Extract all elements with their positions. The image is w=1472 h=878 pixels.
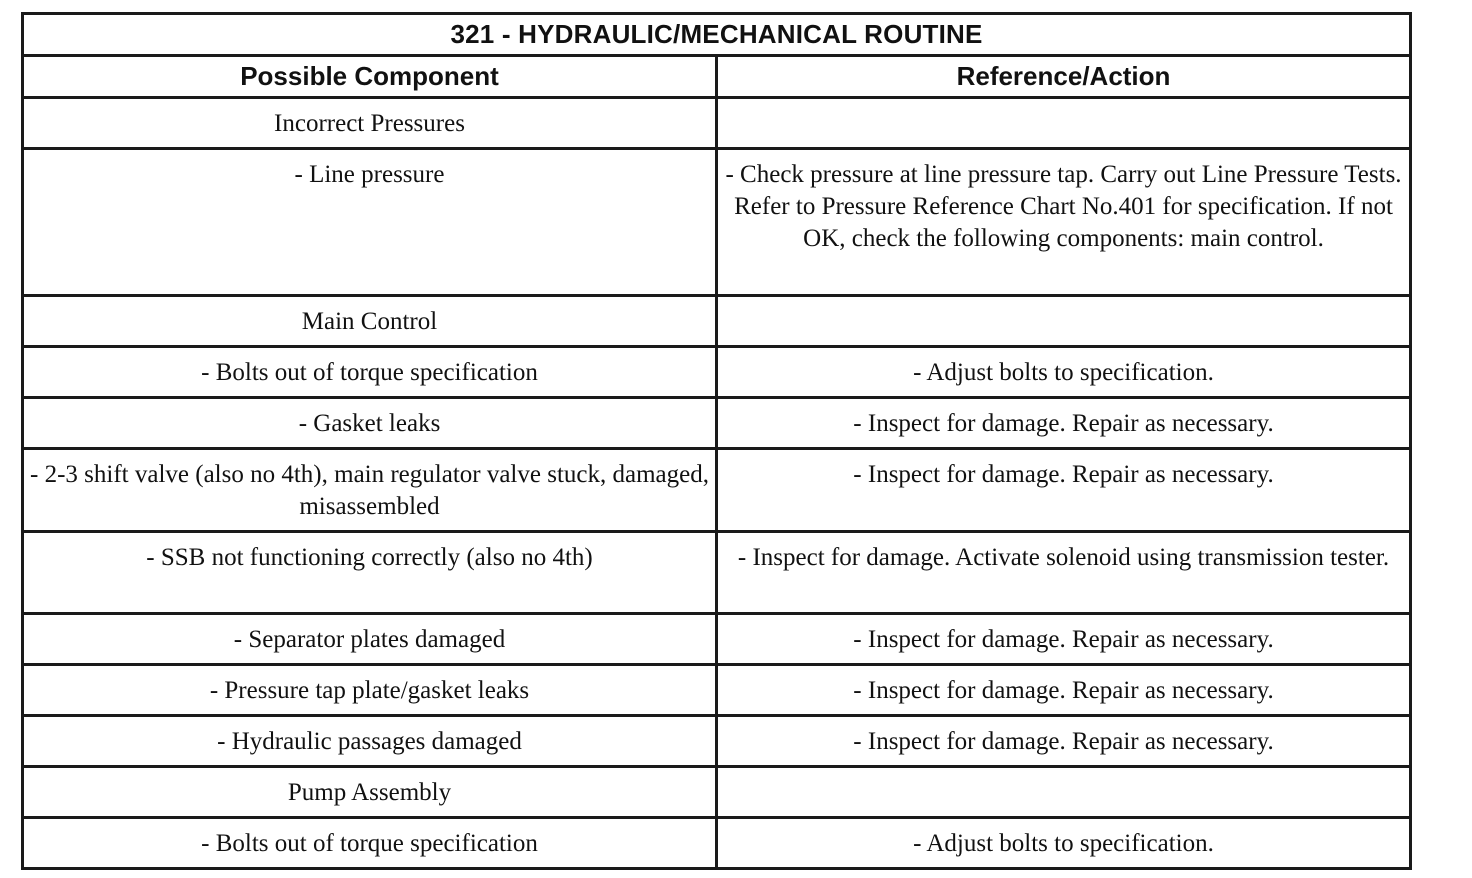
component-cell: - Bolts out of torque specification bbox=[23, 347, 717, 398]
action-cell: - Check pressure at line pressure tap. Carry out Line Pressure Tests. Refer to Pressure Reference Chart No.401 for specification. If not OK, check the following components: main control. bbox=[717, 149, 1411, 296]
component-cell: - Gasket leaks bbox=[23, 398, 717, 449]
component-cell: - 2-3 shift valve (also no 4th), main regulator valve stuck, damaged, misassembled bbox=[23, 449, 717, 532]
table-row bbox=[23, 149, 1411, 296]
action-cell: - Inspect for damage. Repair as necessary. bbox=[717, 449, 1411, 532]
action-cell: - Inspect for damage. Repair as necessary. bbox=[717, 665, 1411, 716]
title-row bbox=[23, 14, 1411, 56]
table-row bbox=[23, 398, 1411, 449]
component-cell: - SSB not functioning correctly (also no 4th) bbox=[23, 532, 717, 614]
table-row bbox=[23, 449, 1411, 532]
component-cell: - Hydraulic passages damaged bbox=[23, 716, 717, 767]
action-cell bbox=[717, 296, 1411, 347]
table-row bbox=[23, 296, 1411, 347]
table-row bbox=[23, 818, 1411, 869]
component-cell: Main Control bbox=[23, 296, 717, 347]
table-row bbox=[23, 532, 1411, 614]
action-cell bbox=[717, 98, 1411, 149]
table-row bbox=[23, 665, 1411, 716]
column-header-component: Possible Component bbox=[23, 56, 717, 98]
action-cell bbox=[717, 767, 1411, 818]
component-cell: Incorrect Pressures bbox=[23, 98, 717, 149]
action-cell: - Adjust bolts to specification. bbox=[717, 818, 1411, 869]
action-cell: - Adjust bolts to specification. bbox=[717, 347, 1411, 398]
component-cell: - Pressure tap plate/gasket leaks bbox=[23, 665, 717, 716]
header-row bbox=[23, 56, 1411, 98]
action-cell: - Inspect for damage. Repair as necessary. bbox=[717, 614, 1411, 665]
table-row bbox=[23, 716, 1411, 767]
action-cell: - Inspect for damage. Repair as necessary. bbox=[717, 398, 1411, 449]
component-cell: Pump Assembly bbox=[23, 767, 717, 818]
table-row bbox=[23, 767, 1411, 818]
column-header-action: Reference/Action bbox=[717, 56, 1411, 98]
table-row bbox=[23, 614, 1411, 665]
action-cell: - Inspect for damage. Activate solenoid using transmission tester. bbox=[717, 532, 1411, 614]
hydraulic-mechanical-routine-table bbox=[21, 12, 1412, 870]
action-cell: - Inspect for damage. Repair as necessary. bbox=[717, 716, 1411, 767]
component-cell: - Line pressure bbox=[23, 149, 717, 296]
component-cell: - Separator plates damaged bbox=[23, 614, 717, 665]
component-cell: - Bolts out of torque specification bbox=[23, 818, 717, 869]
table-row bbox=[23, 347, 1411, 398]
table-title: 321 - HYDRAULIC/MECHANICAL ROUTINE bbox=[23, 14, 1411, 56]
table-row bbox=[23, 98, 1411, 149]
